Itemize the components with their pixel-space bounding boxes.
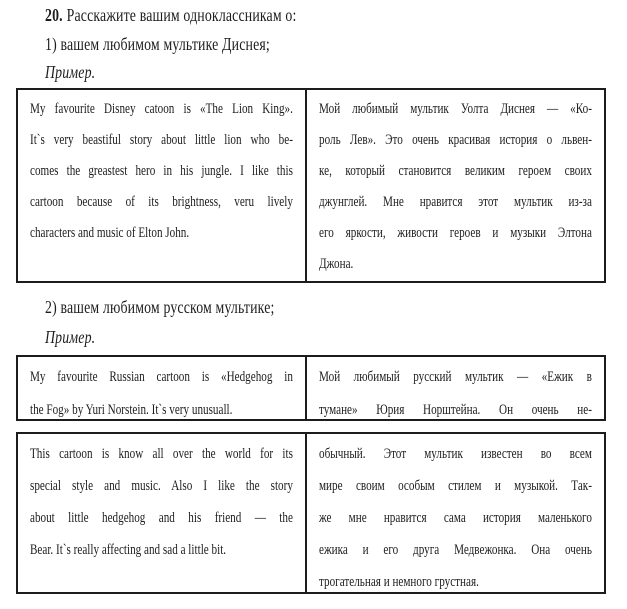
text-line: джунглей. Мне нравится этот мультик из-за xyxy=(319,194,592,210)
task-item-1: 1) вашем любимом мультике Диснея; xyxy=(45,34,270,54)
russian-text-2 xyxy=(319,361,592,419)
text-line: My favourite Russian cartoon is «Hedgehog in xyxy=(30,369,293,385)
task-text: Расскажите вашим одноклассникам о: xyxy=(66,5,297,25)
text-line: This cartoon is know all over the world for its xyxy=(30,446,293,462)
text-line: Джона. xyxy=(319,256,354,272)
text-line: about little hedgehog and his friend — the xyxy=(30,510,293,526)
russian-cell-1 xyxy=(307,90,604,281)
text-line: It`s very beastiful story about little lion who be- xyxy=(30,132,293,148)
text-line: characters and music of Elton John. xyxy=(30,225,190,241)
english-cell-3 xyxy=(18,434,307,592)
text-line: роль Лев». Это очень красивая история о львен- xyxy=(319,132,592,148)
text-line: ежика и его друга Медвежонка. Она очень xyxy=(319,542,592,558)
english-cell-1 xyxy=(18,90,307,281)
example-label-1: Пример. xyxy=(45,62,96,82)
russian-text-3 xyxy=(319,438,592,592)
text-line: the Fog» by Yuri Norstein. It`s very unusuall. xyxy=(30,402,233,418)
english-cell-2 xyxy=(18,357,307,419)
text-line: его яркости, живости героев и музыки Элтона xyxy=(319,225,592,241)
english-text-2 xyxy=(30,361,293,419)
example-label-2: Пример. xyxy=(45,327,96,347)
translation-table-3 xyxy=(16,432,606,594)
text-line: ке, который становится великим героем своих xyxy=(319,163,592,179)
task-item-2: 2) вашем любимом русском мультике; xyxy=(45,297,275,317)
text-line: же мне нравится сама история маленького xyxy=(319,510,592,526)
russian-cell-2 xyxy=(307,357,604,419)
task-heading xyxy=(45,5,627,26)
text-line: cartoon because of its brightness, veru lively xyxy=(30,194,293,210)
text-line: тумане» Юрия Норштейна. Он очень не- xyxy=(319,402,592,418)
text-line: Мой любимый русский мультик — «Ежик в xyxy=(319,369,592,385)
text-line: Мой любимый мультик Уолта Диснея — «Ко- xyxy=(319,101,592,117)
text-line: comes the greastest hero in his jungle. I like this xyxy=(30,163,293,179)
russian-cell-3 xyxy=(307,434,604,592)
translation-table-1 xyxy=(16,88,606,283)
task-number: 20. xyxy=(45,5,63,25)
text-line: обычный. Этот мультик известен во всем xyxy=(319,446,592,462)
translation-table-2 xyxy=(16,355,606,421)
english-text-1 xyxy=(30,94,293,249)
russian-text-1 xyxy=(319,94,592,280)
text-line: мире своим особым стилем и музыкой. Так- xyxy=(319,478,592,494)
text-line: special style and music. Also I like the story xyxy=(30,478,293,494)
text-line: Bear. It`s really affecting and sad a little bit. xyxy=(30,542,227,558)
text-line: My favourite Disney catoon is «The Lion King». xyxy=(30,101,293,117)
text-line: трогательная и немного грустная. xyxy=(319,574,479,590)
english-text-3 xyxy=(30,438,293,566)
